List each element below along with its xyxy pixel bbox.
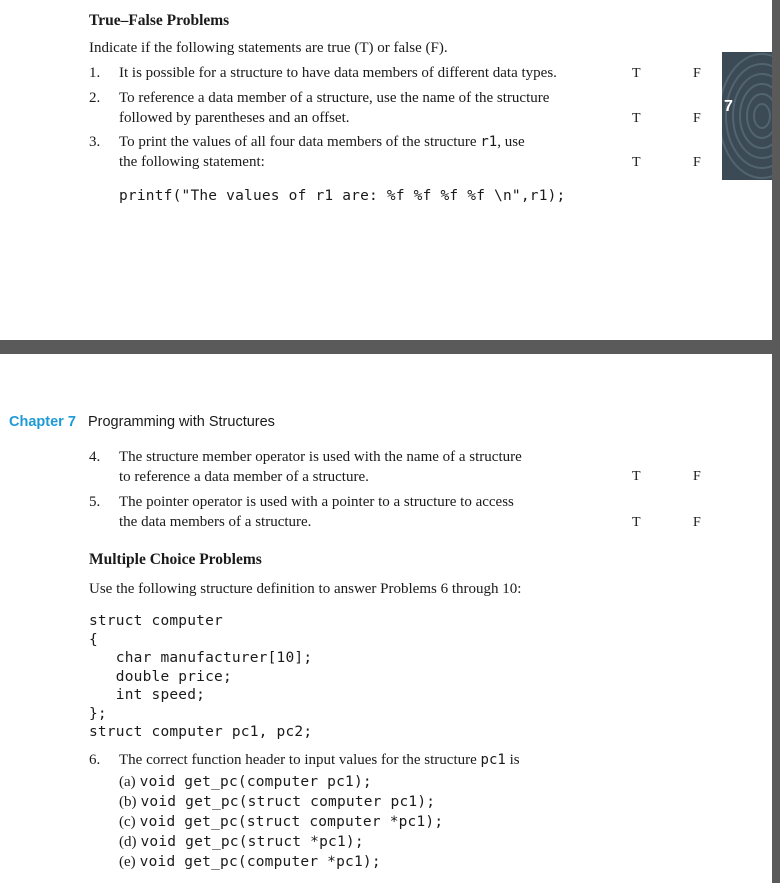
option-label: (a) (119, 774, 136, 790)
option-code: void get_pc(struct *pc1); (140, 834, 364, 850)
code-line: struct computer (89, 613, 223, 629)
section-title-true-false: True–False Problems (89, 12, 230, 29)
option-label: (e) (119, 854, 136, 870)
page-top (0, 0, 772, 340)
item-text-part: To print the values of all four data members of the structure (119, 134, 481, 150)
section-title-multiple-choice: Multiple Choice Problems (89, 551, 262, 568)
option-code: void get_pc(struct computer *pc1); (139, 814, 444, 830)
item-number: 6. (89, 752, 101, 768)
option-label: (b) (119, 794, 137, 810)
answer-options (119, 772, 443, 872)
option-a[interactable] (119, 772, 443, 792)
false-option[interactable]: F (693, 66, 701, 81)
true-option[interactable]: T (632, 469, 641, 484)
running-header (9, 414, 275, 430)
inline-code: r1 (480, 134, 498, 150)
option-label: (c) (119, 814, 136, 830)
item-text-part: , use (497, 134, 525, 150)
item-number: 3. (89, 134, 101, 150)
true-option[interactable]: T (632, 515, 641, 530)
option-c[interactable] (119, 812, 443, 832)
option-e[interactable] (119, 852, 443, 872)
page-bottom (0, 354, 772, 883)
code-line: char manufacturer[10]; (89, 650, 313, 666)
false-option[interactable]: F (693, 515, 701, 530)
option-d[interactable] (119, 832, 443, 852)
inline-code: pc1 (480, 752, 506, 768)
option-code: void get_pc(computer pc1); (139, 774, 372, 790)
item-number: 2. (89, 90, 101, 106)
item-text-line2: the data members of a structure. (119, 514, 312, 530)
fingerprint-icon (722, 52, 772, 180)
chapter-tab (722, 52, 772, 180)
item-text: To reference a data member of a structure, use the name of the structure (119, 90, 550, 106)
true-option[interactable]: T (632, 155, 641, 170)
code-line: int speed; (89, 687, 206, 703)
option-code: void get_pc(struct computer pc1); (140, 794, 436, 810)
false-option[interactable]: F (693, 469, 701, 484)
option-b[interactable] (119, 792, 443, 812)
code-line: }; (89, 705, 107, 722)
instructions: Indicate if the following statements are true (T) or false (F). (89, 40, 448, 56)
item-number: 4. (89, 449, 101, 465)
question-text-part: is (505, 752, 520, 768)
true-option[interactable]: T (632, 111, 641, 126)
code-line: struct computer pc1, pc2; (89, 724, 313, 740)
question-text (119, 752, 520, 769)
false-option[interactable]: F (693, 111, 701, 126)
item-text-line2: followed by parentheses and an offset. (119, 110, 350, 126)
question-text-part: The correct function header to input values for the structure (119, 752, 481, 768)
false-option[interactable]: F (693, 155, 701, 170)
item-text: The pointer operator is used with a pointer to a structure to access (119, 494, 514, 510)
code-line: double price; (89, 668, 232, 685)
mc-instructions: Use the following structure definition to answer Problems 6 through 10: (89, 581, 522, 597)
item-number: 1. (89, 65, 101, 81)
option-label: (d) (119, 834, 137, 850)
item-text-line2: the following statement: (119, 154, 265, 170)
code-line: printf("The values of r1 are: %f %f %f %f \n",r1); (119, 188, 566, 204)
struct-code-block (89, 612, 312, 742)
chapter-tab-number: 7 (724, 98, 733, 115)
item-text: The structure member operator is used with the name of a structure (119, 449, 522, 465)
true-option[interactable]: T (632, 66, 641, 81)
code-line: { (89, 631, 98, 648)
item-text (119, 134, 525, 151)
chapter-title: Programming with Structures (87, 414, 275, 430)
item-text-line2: to reference a data member of a structure. (119, 469, 369, 485)
chapter-label: Chapter 7 (9, 414, 76, 430)
item-number: 5. (89, 494, 101, 510)
option-code: void get_pc(computer *pc1); (139, 854, 381, 870)
item-text: It is possible for a structure to have data members of different data types. (119, 65, 557, 81)
